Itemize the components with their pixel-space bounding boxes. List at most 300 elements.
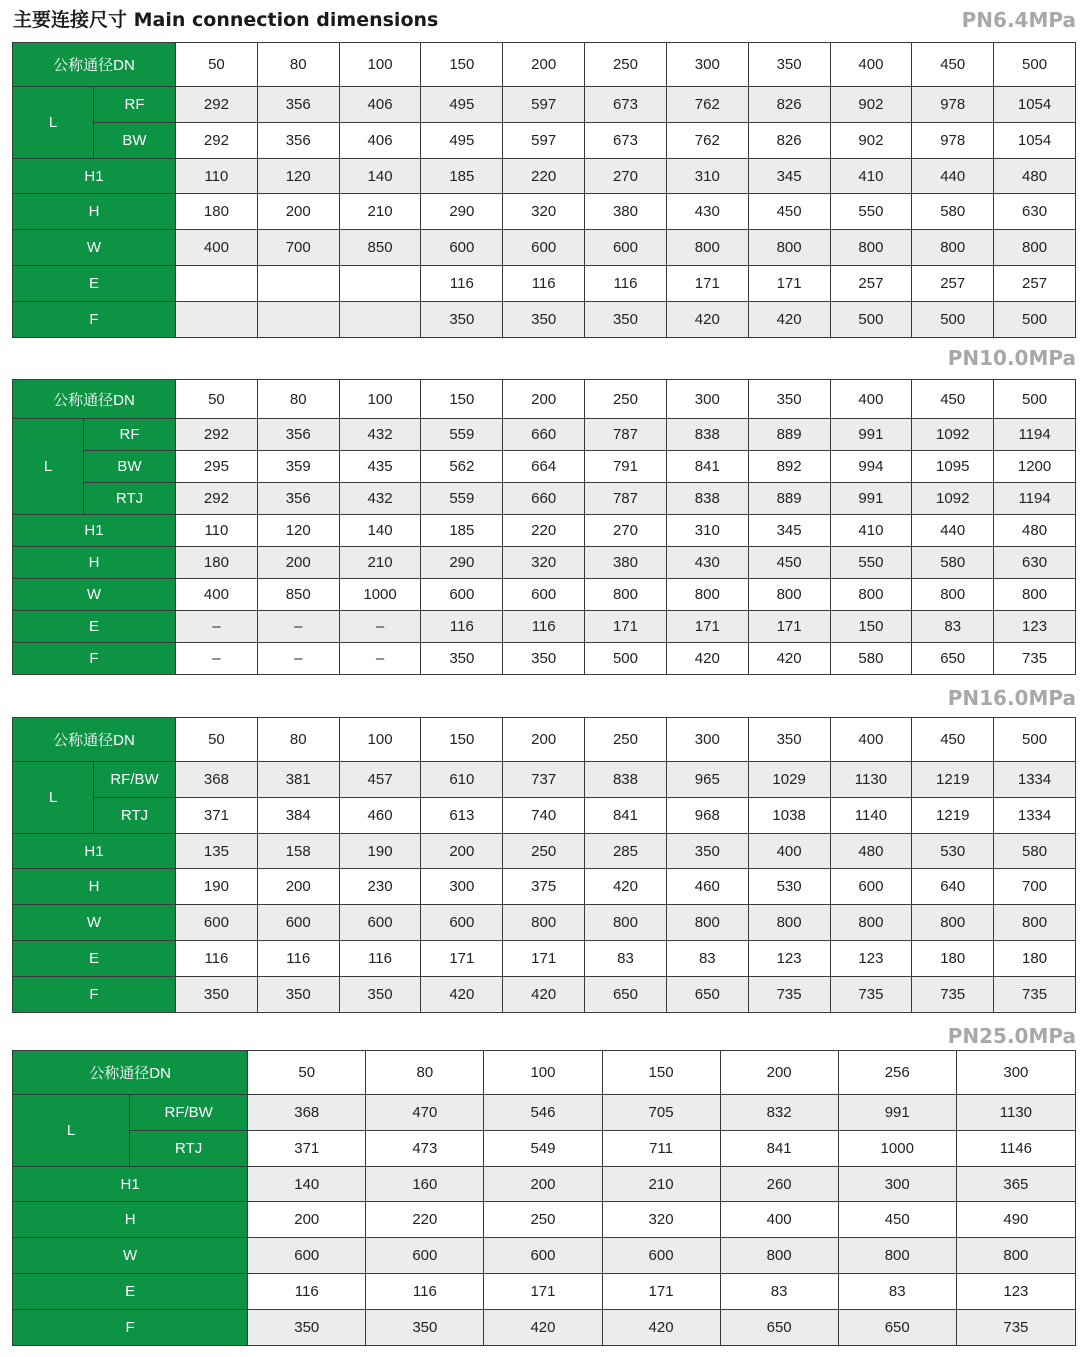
value-cell: 549 [484, 1130, 602, 1166]
pressure-label: PN6.4MPa [961, 8, 1076, 32]
value-cell [257, 302, 339, 338]
value-cell: 292 [176, 419, 258, 451]
value-cell: 300 [421, 869, 503, 905]
value-cell: 350 [503, 642, 585, 674]
value-cell: 762 [666, 86, 748, 122]
value-cell: 500 [994, 302, 1076, 338]
spec-table [12, 717, 1076, 1013]
value-cell: 673 [585, 122, 667, 158]
value-cell: 171 [748, 611, 830, 643]
value-cell: 978 [912, 122, 994, 158]
dn-value-cell: 100 [339, 43, 421, 87]
value-cell: 559 [421, 419, 503, 451]
value-cell: 116 [421, 266, 503, 302]
value-cell [339, 266, 421, 302]
value-cell [257, 266, 339, 302]
row-label-cell: E [13, 1274, 248, 1310]
value-cell: 110 [176, 158, 258, 194]
value-cell: 359 [257, 451, 339, 483]
dn-value-cell: 100 [339, 718, 421, 762]
row-label-cell: H [13, 547, 176, 579]
value-cell: 965 [666, 761, 748, 797]
value-cell: 350 [339, 977, 421, 1013]
l-label-cell: L [13, 419, 84, 515]
value-cell: 1092 [912, 419, 994, 451]
value-cell: 705 [602, 1094, 720, 1130]
value-cell: 450 [838, 1202, 956, 1238]
value-cell: 420 [748, 642, 830, 674]
value-cell: 700 [257, 230, 339, 266]
value-cell: 140 [339, 158, 421, 194]
value-cell: 660 [503, 483, 585, 515]
value-cell: 420 [666, 642, 748, 674]
value-cell: 650 [720, 1310, 838, 1346]
value-cell: 600 [248, 1238, 366, 1274]
dn-value-cell: 250 [585, 43, 667, 87]
value-cell: 310 [666, 515, 748, 547]
value-cell: 470 [366, 1094, 484, 1130]
value-cell: 140 [339, 515, 421, 547]
value-cell: 180 [176, 194, 258, 230]
value-cell: 991 [830, 483, 912, 515]
l-sub-label-cell: RF/BW [94, 761, 176, 797]
value-cell: 365 [956, 1166, 1075, 1202]
value-cell: 400 [748, 833, 830, 869]
value-cell: 600 [257, 905, 339, 941]
dn-value-cell: 80 [366, 1051, 484, 1095]
value-cell: 371 [248, 1130, 366, 1166]
value-cell: 185 [421, 515, 503, 547]
value-cell: 123 [956, 1274, 1075, 1310]
value-cell: 190 [176, 869, 258, 905]
value-cell: 800 [503, 905, 585, 941]
value-cell: 600 [830, 869, 912, 905]
value-cell: 490 [956, 1202, 1075, 1238]
row-label-cell: H1 [13, 1166, 248, 1202]
value-cell: 420 [585, 869, 667, 905]
value-cell: 123 [748, 941, 830, 977]
value-cell: 460 [339, 797, 421, 833]
value-cell: 185 [421, 158, 503, 194]
row-label-cell: W [13, 579, 176, 611]
value-cell: 600 [366, 1238, 484, 1274]
row-label-cell: E [13, 941, 176, 977]
value-cell: 850 [257, 579, 339, 611]
value-cell: 500 [912, 302, 994, 338]
l-sub-label-cell: RF/BW [130, 1094, 248, 1130]
value-cell: 320 [602, 1202, 720, 1238]
value-cell: 800 [666, 579, 748, 611]
value-cell: 123 [994, 611, 1076, 643]
value-cell: 530 [912, 833, 994, 869]
spec-table [12, 379, 1076, 675]
value-cell: 116 [585, 266, 667, 302]
dn-value-cell: 50 [176, 380, 258, 419]
value-cell: 320 [503, 194, 585, 230]
value-cell: 180 [176, 547, 258, 579]
value-cell: 500 [830, 302, 912, 338]
value-cell: 500 [585, 642, 667, 674]
l-label-cell: L [13, 761, 94, 833]
row-label-cell: W [13, 1238, 248, 1274]
row-label-cell: H [13, 194, 176, 230]
dn-value-cell: 250 [585, 718, 667, 762]
value-cell [339, 302, 421, 338]
value-cell [176, 302, 258, 338]
value-cell: 892 [748, 451, 830, 483]
value-cell: 546 [484, 1094, 602, 1130]
l-label-cell: L [13, 86, 94, 158]
value-cell: 260 [720, 1166, 838, 1202]
value-cell: 838 [585, 761, 667, 797]
value-cell: 116 [503, 266, 585, 302]
row-label-cell: H [13, 869, 176, 905]
value-cell: 285 [585, 833, 667, 869]
value-cell: 800 [994, 579, 1076, 611]
value-cell: 350 [248, 1310, 366, 1346]
dn-value-cell: 500 [994, 43, 1076, 87]
value-cell: 432 [339, 483, 421, 515]
value-cell: 473 [366, 1130, 484, 1166]
value-cell: 600 [421, 579, 503, 611]
value-cell: 613 [421, 797, 503, 833]
value-cell: 116 [421, 611, 503, 643]
value-cell: 800 [720, 1238, 838, 1274]
value-cell: 800 [912, 230, 994, 266]
value-cell: 600 [484, 1238, 602, 1274]
value-cell: 257 [912, 266, 994, 302]
dn-value-cell: 450 [912, 43, 994, 87]
value-cell: 480 [994, 515, 1076, 547]
value-cell: 230 [339, 869, 421, 905]
value-cell: 420 [484, 1310, 602, 1346]
value-cell: 430 [666, 194, 748, 230]
value-cell: 787 [585, 483, 667, 515]
dn-value-cell: 300 [956, 1051, 1075, 1095]
dn-header-cell: 公称通径DN [13, 1051, 248, 1095]
value-cell: 110 [176, 515, 258, 547]
dn-value-cell: 100 [339, 380, 421, 419]
value-cell: 140 [248, 1166, 366, 1202]
value-cell: 350 [585, 302, 667, 338]
dn-value-cell: 50 [176, 43, 258, 87]
value-cell: 406 [339, 86, 421, 122]
value-cell: 116 [339, 941, 421, 977]
value-cell: 450 [748, 547, 830, 579]
value-cell: 290 [421, 194, 503, 230]
row-label-cell: H1 [13, 833, 176, 869]
value-cell: 83 [720, 1274, 838, 1310]
dn-header-cell: 公称通径DN [13, 43, 176, 87]
dn-value-cell: 400 [830, 718, 912, 762]
value-cell: 350 [257, 977, 339, 1013]
value-cell: 200 [257, 194, 339, 230]
value-cell: 550 [830, 194, 912, 230]
value-cell: 1000 [838, 1130, 956, 1166]
dn-value-cell: 100 [484, 1051, 602, 1095]
value-cell: 735 [956, 1310, 1075, 1346]
dn-value-cell: 200 [720, 1051, 838, 1095]
value-cell: 450 [748, 194, 830, 230]
spec-table [12, 1050, 1076, 1346]
dn-value-cell: 256 [838, 1051, 956, 1095]
value-cell: 1130 [956, 1094, 1075, 1130]
value-cell: 838 [666, 419, 748, 451]
value-cell: 356 [257, 122, 339, 158]
value-cell: 968 [666, 797, 748, 833]
value-cell: 350 [503, 302, 585, 338]
value-cell: 800 [748, 230, 830, 266]
pressure-label: PN10.0MPa [947, 346, 1076, 370]
l-sub-label-cell: RTJ [94, 797, 176, 833]
value-cell: 597 [503, 86, 585, 122]
value-cell: 83 [585, 941, 667, 977]
l-sub-label-cell: RF [94, 86, 176, 122]
value-cell: 800 [994, 230, 1076, 266]
dn-value-cell: 300 [666, 380, 748, 419]
value-cell: 991 [838, 1094, 956, 1130]
value-cell: 597 [503, 122, 585, 158]
value-cell: 902 [830, 122, 912, 158]
value-cell: 116 [366, 1274, 484, 1310]
value-cell: 826 [748, 122, 830, 158]
row-label-cell: F [13, 977, 176, 1013]
value-cell: 630 [994, 547, 1076, 579]
value-cell: 994 [830, 451, 912, 483]
dn-value-cell: 350 [748, 380, 830, 419]
dn-value-cell: 150 [421, 718, 503, 762]
value-cell: 257 [830, 266, 912, 302]
value-cell: 1334 [994, 761, 1076, 797]
value-cell: 457 [339, 761, 421, 797]
value-cell: 580 [830, 642, 912, 674]
value-cell: 220 [503, 515, 585, 547]
value-cell: 850 [339, 230, 421, 266]
l-sub-label-cell: BW [94, 122, 176, 158]
value-cell: 400 [176, 230, 258, 266]
value-cell: 800 [830, 905, 912, 941]
value-cell: 600 [339, 905, 421, 941]
row-label-cell: F [13, 642, 176, 674]
value-cell: 410 [830, 158, 912, 194]
pressure-label: PN25.0MPa [947, 1024, 1076, 1048]
value-cell: 1200 [994, 451, 1076, 483]
value-cell: 800 [748, 905, 830, 941]
value-cell: 420 [602, 1310, 720, 1346]
dn-value-cell: 80 [257, 380, 339, 419]
value-cell: 135 [176, 833, 258, 869]
value-cell: – [339, 611, 421, 643]
value-cell: 171 [503, 941, 585, 977]
row-label-cell: F [13, 302, 176, 338]
dn-value-cell: 200 [503, 380, 585, 419]
dn-value-cell: 300 [666, 718, 748, 762]
value-cell: 171 [585, 611, 667, 643]
value-cell: 580 [912, 194, 994, 230]
value-cell: – [257, 642, 339, 674]
value-cell: 420 [666, 302, 748, 338]
value-cell: 1092 [912, 483, 994, 515]
value-cell: 600 [602, 1238, 720, 1274]
value-cell: 800 [956, 1238, 1075, 1274]
value-cell: 600 [503, 579, 585, 611]
value-cell: 430 [666, 547, 748, 579]
dn-value-cell: 80 [257, 43, 339, 87]
pressure-label: PN16.0MPa [947, 686, 1076, 710]
value-cell: 673 [585, 86, 667, 122]
value-cell: 800 [666, 905, 748, 941]
value-cell: – [339, 642, 421, 674]
l-sub-label-cell: RTJ [130, 1130, 248, 1166]
value-cell: 171 [602, 1274, 720, 1310]
value-cell: 1054 [994, 122, 1076, 158]
value-cell: 800 [912, 579, 994, 611]
value-cell: 190 [339, 833, 421, 869]
value-cell: 356 [257, 86, 339, 122]
value-cell: 150 [830, 611, 912, 643]
value-cell: 180 [912, 941, 994, 977]
value-cell: 600 [176, 905, 258, 941]
value-cell: 650 [912, 642, 994, 674]
value-cell: 83 [838, 1274, 956, 1310]
value-cell: 200 [257, 869, 339, 905]
value-cell: 841 [666, 451, 748, 483]
value-cell: 420 [503, 977, 585, 1013]
value-cell: 290 [421, 547, 503, 579]
value-cell: 800 [994, 905, 1076, 941]
value-cell: 270 [585, 158, 667, 194]
value-cell: 800 [585, 905, 667, 941]
value-cell: – [257, 611, 339, 643]
dn-value-cell: 80 [257, 718, 339, 762]
value-cell: 650 [666, 977, 748, 1013]
value-cell: 116 [503, 611, 585, 643]
value-cell: 220 [503, 158, 585, 194]
value-cell: 295 [176, 451, 258, 483]
value-cell: 375 [503, 869, 585, 905]
value-cell: 350 [366, 1310, 484, 1346]
value-cell: 380 [585, 194, 667, 230]
value-cell: 345 [748, 158, 830, 194]
dn-value-cell: 500 [994, 718, 1076, 762]
dn-value-cell: 150 [421, 43, 503, 87]
value-cell: 787 [585, 419, 667, 451]
value-cell: 495 [421, 86, 503, 122]
value-cell: 210 [602, 1166, 720, 1202]
value-cell: 735 [748, 977, 830, 1013]
row-label-cell: W [13, 230, 176, 266]
value-cell: 1038 [748, 797, 830, 833]
dn-value-cell: 50 [176, 718, 258, 762]
dn-value-cell: 400 [830, 43, 912, 87]
value-cell: 735 [994, 642, 1076, 674]
value-cell: 1095 [912, 451, 994, 483]
value-cell: 292 [176, 122, 258, 158]
value-cell: 210 [339, 194, 421, 230]
l-sub-label-cell: RTJ [84, 483, 176, 515]
value-cell: 735 [830, 977, 912, 1013]
dn-value-cell: 300 [666, 43, 748, 87]
value-cell: 250 [484, 1202, 602, 1238]
value-cell: 800 [666, 230, 748, 266]
row-label-cell: H1 [13, 158, 176, 194]
dn-value-cell: 450 [912, 718, 994, 762]
value-cell: 580 [994, 833, 1076, 869]
value-cell: 345 [748, 515, 830, 547]
value-cell: 200 [257, 547, 339, 579]
value-cell: 1334 [994, 797, 1076, 833]
value-cell: 495 [421, 122, 503, 158]
value-cell: 600 [585, 230, 667, 266]
value-cell: 600 [421, 905, 503, 941]
l-label-cell: L [13, 1094, 130, 1166]
value-cell: 1219 [912, 761, 994, 797]
value-cell: 116 [176, 941, 258, 977]
value-cell: 200 [421, 833, 503, 869]
value-cell: 440 [912, 158, 994, 194]
l-sub-label-cell: RF [84, 419, 176, 451]
value-cell: 832 [720, 1094, 838, 1130]
value-cell: 158 [257, 833, 339, 869]
value-cell: 735 [912, 977, 994, 1013]
value-cell: 1029 [748, 761, 830, 797]
row-label-cell: W [13, 905, 176, 941]
row-label-cell: E [13, 266, 176, 302]
value-cell: 902 [830, 86, 912, 122]
dn-value-cell: 150 [602, 1051, 720, 1095]
value-cell: 735 [994, 977, 1076, 1013]
value-cell: 171 [666, 266, 748, 302]
value-cell: 171 [748, 266, 830, 302]
value-cell: 650 [585, 977, 667, 1013]
row-label-cell: E [13, 611, 176, 643]
dn-value-cell: 50 [248, 1051, 366, 1095]
value-cell: 660 [503, 419, 585, 451]
value-cell: 410 [830, 515, 912, 547]
value-cell: 210 [339, 547, 421, 579]
value-cell: 300 [838, 1166, 956, 1202]
dn-header-cell: 公称通径DN [13, 718, 176, 762]
value-cell: 791 [585, 451, 667, 483]
value-cell: 123 [830, 941, 912, 977]
value-cell: 310 [666, 158, 748, 194]
value-cell: 406 [339, 122, 421, 158]
value-cell: 1219 [912, 797, 994, 833]
value-cell: – [176, 642, 258, 674]
dn-value-cell: 500 [994, 380, 1076, 419]
dn-value-cell: 250 [585, 380, 667, 419]
value-cell: 356 [257, 483, 339, 515]
value-cell: 737 [503, 761, 585, 797]
value-cell: 432 [339, 419, 421, 451]
value-cell: 250 [503, 833, 585, 869]
value-cell: 400 [176, 579, 258, 611]
value-cell: 889 [748, 419, 830, 451]
value-cell: 368 [176, 761, 258, 797]
value-cell: 350 [421, 302, 503, 338]
value-cell: 580 [912, 547, 994, 579]
value-cell: 889 [748, 483, 830, 515]
value-cell: 700 [994, 869, 1076, 905]
value-cell: 435 [339, 451, 421, 483]
value-cell: 440 [912, 515, 994, 547]
value-cell: 800 [585, 579, 667, 611]
value-cell: 664 [503, 451, 585, 483]
value-cell: 120 [257, 515, 339, 547]
value-cell: 420 [748, 302, 830, 338]
value-cell: 292 [176, 483, 258, 515]
row-label-cell: H1 [13, 515, 176, 547]
